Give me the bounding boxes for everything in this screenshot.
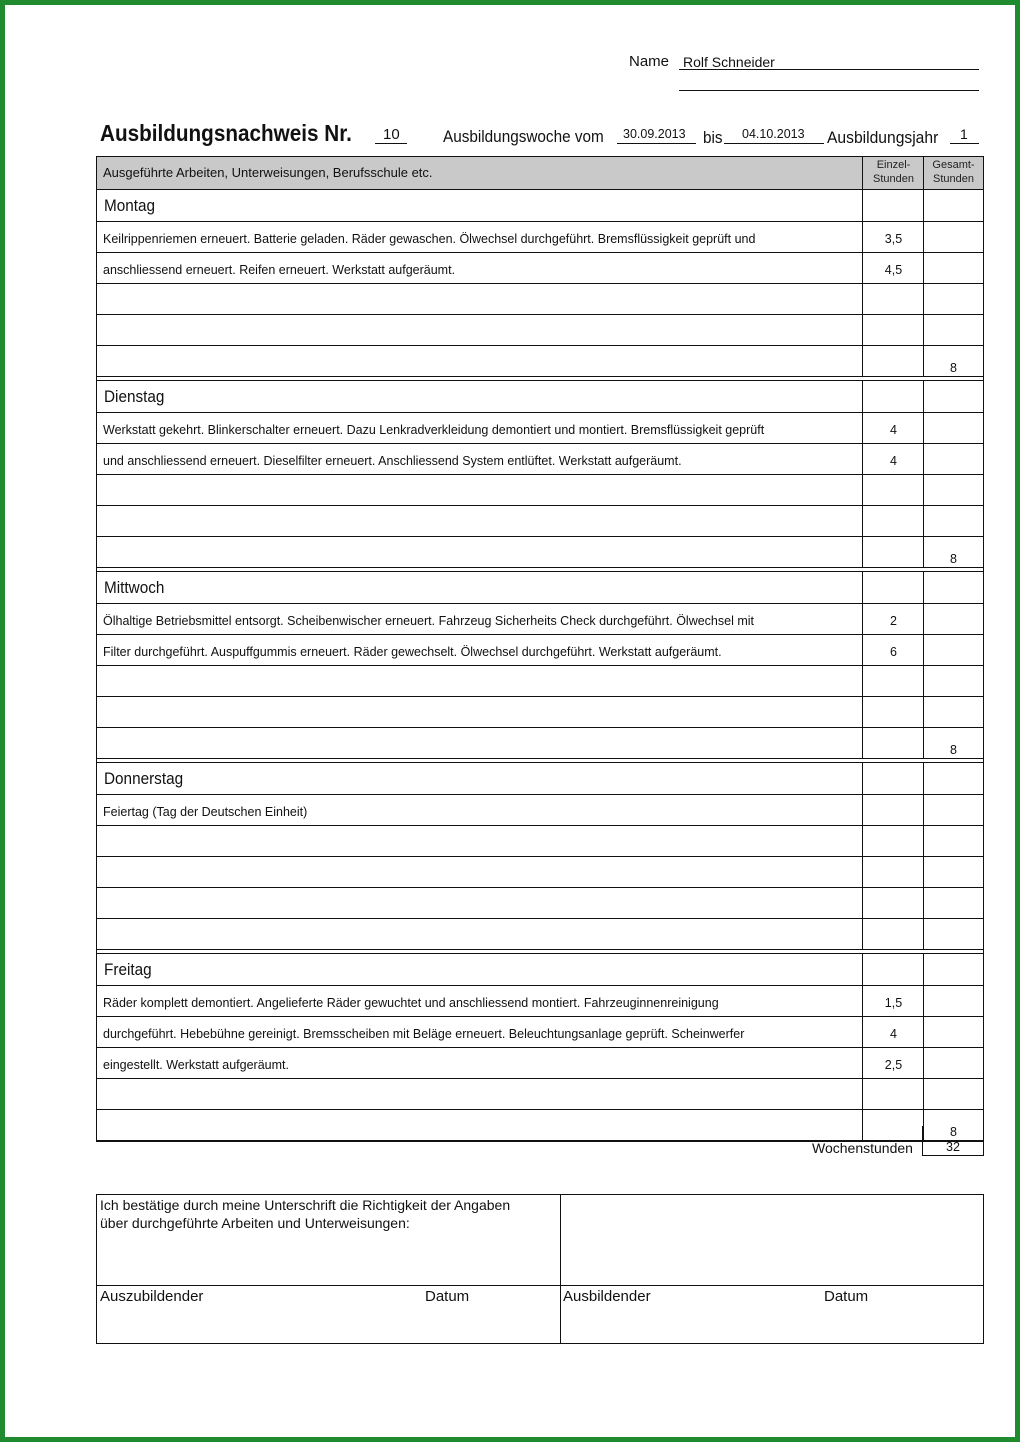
total-cell — [923, 381, 983, 412]
activity-text: und anschliessend erneuert. Dieselfilter erneuert. Anschliessend System entlüftet. Werkstatt aufgeräumt. — [103, 454, 682, 468]
year-value: 1 — [960, 126, 968, 142]
column-header-single-line2: Stunden — [873, 173, 914, 185]
hours-cell — [862, 506, 924, 536]
day-group-dienstag — [97, 381, 983, 572]
week-total-box — [922, 1126, 984, 1156]
table-row — [97, 826, 983, 857]
day-name: Donnerstag — [104, 769, 184, 788]
name-value: Rolf Schneider — [683, 54, 775, 70]
form-number: 10 — [383, 126, 400, 143]
hours-cell — [862, 475, 924, 505]
single-hours-value: 4 — [890, 423, 897, 437]
table-row — [97, 284, 983, 315]
total-cell — [923, 284, 983, 314]
confirmation-divider-horizontal — [97, 1285, 983, 1286]
table-row — [97, 986, 983, 1017]
date-from-underline — [617, 143, 696, 144]
hours-cell — [862, 986, 924, 1016]
activity-text: Räder komplett demontiert. Angelieferte Räder gewuchtet und anschliessend montiert. Fahrzeuginnenreinigung — [103, 996, 719, 1010]
column-header-description: Ausgeführte Arbeiten, Unterweisungen, Berufsschule etc. — [103, 165, 433, 180]
table-row — [97, 413, 983, 444]
day-heading-row — [97, 954, 983, 986]
day-group-mittwoch — [97, 572, 983, 763]
hours-cell — [862, 190, 924, 221]
table-row — [97, 697, 983, 728]
table-row — [97, 475, 983, 506]
table-row — [97, 857, 983, 888]
total-cell — [923, 1017, 983, 1047]
column-header-total-line1: Gesamt- — [932, 159, 975, 171]
total-cell — [923, 919, 983, 949]
table-row — [97, 666, 983, 697]
trainer-date-label: Datum — [824, 1288, 869, 1305]
bis-label: bis — [703, 128, 723, 147]
table-row — [97, 222, 983, 253]
hours-cell — [862, 795, 924, 825]
hours-cell — [862, 697, 924, 727]
total-cell — [923, 537, 983, 567]
day-name: Dienstag — [104, 387, 165, 406]
day-heading-row — [97, 572, 983, 604]
total-cell — [923, 888, 983, 918]
activity-text: Feiertag (Tag der Deutschen Einheit) — [103, 805, 308, 819]
day-group-freitag — [97, 954, 983, 1141]
hours-cell — [862, 763, 924, 794]
hours-cell — [862, 1017, 924, 1047]
date-from: 30.09.2013 — [623, 127, 686, 141]
table-row — [97, 253, 983, 284]
hours-cell — [862, 604, 924, 634]
week-label: Ausbildungswoche vom — [443, 127, 604, 146]
single-hours-value: 4,5 — [884, 263, 903, 277]
total-cell — [923, 506, 983, 536]
activity-text: Filter durchgeführt. Auspuffgummis erneuert. Räder gewechselt. Ölwechsel durchgeführt. Werkstatt aufgeräumt. — [103, 645, 722, 659]
week-total-label: Wochenstunden — [812, 1140, 913, 1156]
total-cell — [923, 444, 983, 474]
hours-cell — [862, 919, 924, 949]
hours-cell — [862, 572, 924, 603]
table-row — [97, 635, 983, 666]
hours-cell — [862, 444, 924, 474]
day-name: Mittwoch — [104, 578, 165, 597]
table-row — [97, 1048, 983, 1079]
table-row — [97, 346, 983, 377]
single-hours-value: 2 — [890, 614, 897, 628]
total-hours-value: 8 — [950, 1125, 957, 1139]
trainee-signature-label: Auszubildender — [100, 1288, 204, 1305]
name-underline-2 — [679, 90, 979, 91]
column-header-single-hours — [862, 157, 924, 189]
activity-text: Ölhaltige Betriebsmittel entsorgt. Scheibenwischer erneuert. Fahrzeug Sicherheits Check durchgeführt. Ölwechsel mit — [103, 614, 755, 628]
total-cell — [923, 697, 983, 727]
hours-cell — [862, 346, 924, 376]
total-cell — [923, 346, 983, 376]
total-cell — [923, 413, 983, 443]
total-cell — [923, 190, 983, 221]
name-label: Name — [629, 53, 670, 70]
total-cell — [923, 826, 983, 856]
table-row — [97, 444, 983, 475]
table-row — [97, 506, 983, 537]
hours-cell — [862, 315, 924, 345]
single-hours-value: 4 — [890, 454, 897, 468]
hours-cell — [862, 826, 924, 856]
activity-text: Werkstatt gekehrt. Blinkerschalter erneuert. Dazu Lenkradverkleidung demontiert und montiert. Bremsflüssigkeit geprüft — [103, 423, 765, 437]
day-group-donnerstag — [97, 763, 983, 954]
total-cell — [923, 604, 983, 634]
table-row — [97, 919, 983, 950]
activity-text: anschliessend erneuert. Reifen erneuert. Werkstatt aufgeräumt. — [103, 263, 456, 277]
total-cell — [923, 857, 983, 887]
total-cell — [923, 954, 983, 985]
hours-cell — [862, 728, 924, 758]
confirmation-text-line1: Ich bestätige durch meine Unterschrift die Richtigkeit der Angaben — [100, 1197, 511, 1213]
total-cell — [923, 222, 983, 252]
date-to-underline — [724, 143, 824, 144]
confirmation-box — [96, 1194, 984, 1344]
day-heading-row — [97, 190, 983, 222]
confirmation-divider-vertical — [560, 1195, 561, 1343]
total-hours-value: 8 — [950, 361, 957, 375]
single-hours-value: 2,5 — [884, 1058, 903, 1072]
single-hours-value: 4 — [890, 1027, 897, 1041]
day-heading-row — [97, 763, 983, 795]
total-cell — [923, 315, 983, 345]
hours-cell — [862, 253, 924, 283]
column-header-total-hours — [923, 157, 983, 189]
day-groups — [97, 190, 983, 1141]
day-name: Freitag — [104, 960, 152, 979]
year-label: Ausbildungsjahr — [827, 128, 939, 147]
total-cell — [923, 635, 983, 665]
hours-cell — [862, 413, 924, 443]
single-hours-value: 6 — [890, 645, 897, 659]
hours-cell — [862, 1079, 924, 1109]
total-cell — [923, 1079, 983, 1109]
table-row — [97, 315, 983, 346]
hours-cell — [862, 857, 924, 887]
total-cell — [923, 728, 983, 758]
hours-cell — [862, 635, 924, 665]
single-hours-value: 3,5 — [884, 232, 903, 246]
week-total-value: 32 — [946, 1140, 960, 1154]
table-row — [97, 795, 983, 826]
activity-text: eingestellt. Werkstatt aufgeräumt. — [103, 1058, 289, 1072]
table-row — [97, 537, 983, 568]
trainer-signature-label: Ausbildender — [563, 1288, 651, 1305]
single-hours-value: 1,5 — [884, 996, 903, 1010]
total-hours-value: 8 — [950, 743, 957, 757]
table-row — [97, 1017, 983, 1048]
table-row — [97, 1079, 983, 1110]
table-row — [97, 888, 983, 919]
hours-cell — [862, 537, 924, 567]
hours-cell — [862, 284, 924, 314]
activity-text: Keilrippenriemen erneuert. Batterie geladen. Räder gewaschen. Ölwechsel durchgeführt. Bremsflüssigkeit geprüft und — [103, 232, 756, 246]
hours-cell — [862, 1048, 924, 1078]
hours-cell — [862, 888, 924, 918]
trainee-date-label: Datum — [425, 1288, 470, 1305]
activity-text: durchgeführt. Hebebühne gereinigt. Bremsscheiben mit Beläge erneuert. Beleuchtungsanlage geprüft. Scheinwerfer — [103, 1027, 745, 1041]
day-name: Montag — [104, 196, 156, 215]
table-row — [97, 604, 983, 635]
total-hours-value: 8 — [950, 552, 957, 566]
total-cell — [923, 572, 983, 603]
column-header-total-line2: Stunden — [933, 173, 974, 185]
hours-cell — [862, 954, 924, 985]
date-to: 04.10.2013 — [742, 127, 805, 141]
hours-cell — [862, 666, 924, 696]
form-title: Ausbildungsnachweis Nr. — [100, 120, 352, 146]
number-underline — [375, 143, 407, 144]
day-heading-row — [97, 381, 983, 413]
total-cell — [923, 795, 983, 825]
day-group-montag — [97, 190, 983, 381]
total-cell — [923, 475, 983, 505]
hours-cell — [862, 381, 924, 412]
total-cell — [923, 666, 983, 696]
name-underline — [679, 69, 979, 70]
total-cell — [923, 986, 983, 1016]
hours-cell — [862, 222, 924, 252]
confirmation-text-line2: über durchgeführte Arbeiten und Unterweisungen: — [100, 1215, 410, 1231]
activity-log-table — [96, 156, 984, 1142]
hours-cell — [862, 1110, 924, 1140]
table-header — [97, 157, 983, 190]
column-header-single-line1: Einzel- — [876, 159, 911, 171]
total-cell — [923, 1048, 983, 1078]
total-cell — [923, 763, 983, 794]
table-row — [97, 728, 983, 759]
year-underline — [950, 143, 979, 144]
total-cell — [923, 253, 983, 283]
table-row — [97, 1110, 983, 1141]
